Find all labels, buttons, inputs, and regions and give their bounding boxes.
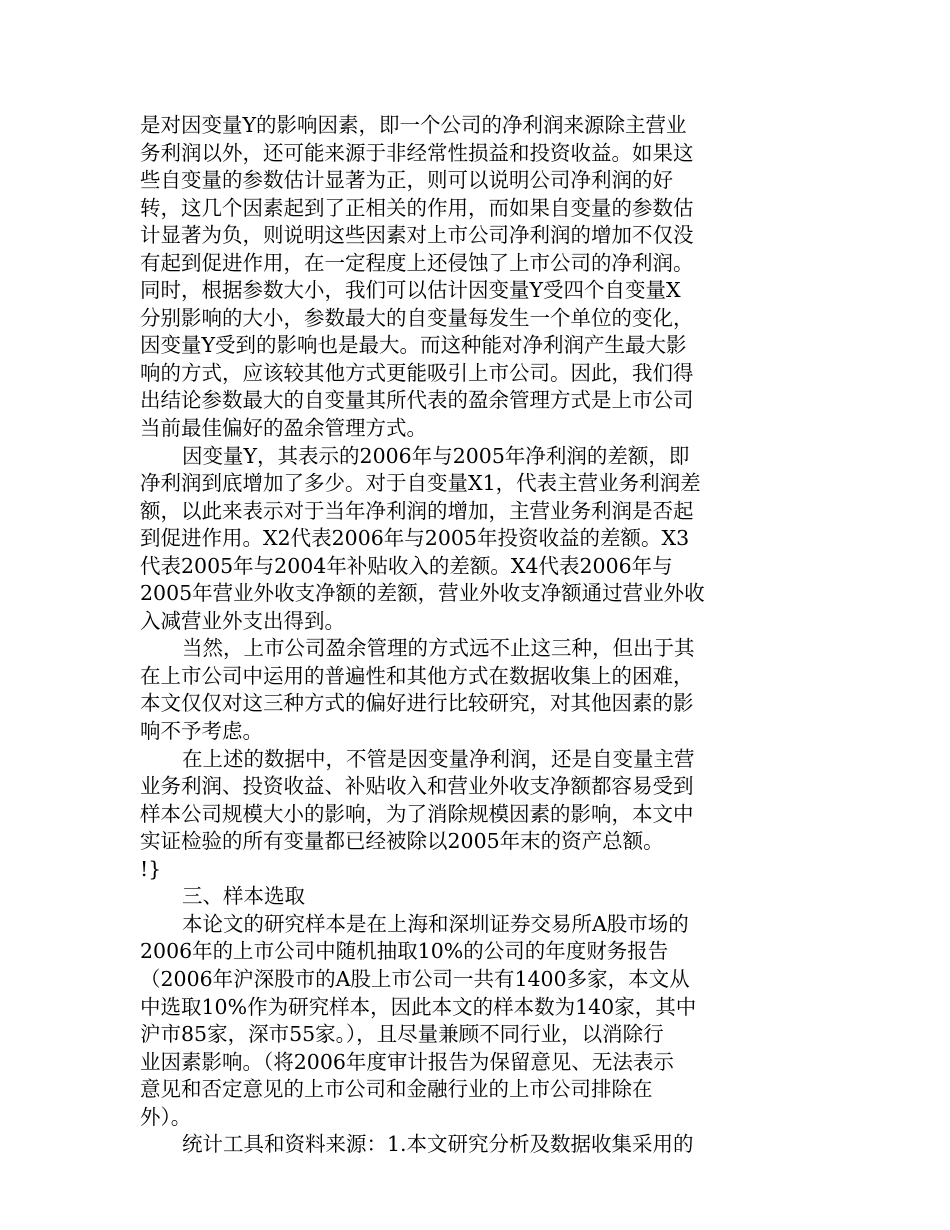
text-line: 外）。 <box>140 1104 192 1129</box>
text-line: 当然，上市公司盈余管理的方式远不止这三种，但出于其 <box>182 636 695 661</box>
text-line: 在上述的数据中，不管是因变量净利润，还是自变量主营 <box>182 746 695 771</box>
text-line: 2005年营业外收支净额的差额，营业外收支净额通过营业外收 <box>140 581 705 606</box>
text-line: 意见和否定意见的上市公司和金融行业的上市公司排除在 <box>140 1077 653 1102</box>
text-line: 入减营业外支出得到。 <box>140 608 345 633</box>
text-line: 是对因变量Y的影响因素，即一个公司的净利润来源除主营业 <box>140 113 687 137</box>
text-line: 有起到促进作用，在一定程度上还侵蚀了上市公司的净利润。 <box>140 250 694 275</box>
document-page <box>140 112 740 1159</box>
text-line: !} <box>140 856 162 881</box>
text-line: 中选取10%作为研究样本，因此本文的样本数为140家，其中 <box>140 994 697 1019</box>
text-line: 本论文的研究样本是在上海和深圳证券交易所A股市场的 <box>182 911 689 936</box>
text-line: 在上市公司中运用的普遍性和其他方式在数据收集上的困难， <box>140 663 694 688</box>
text-line: 沪市85家，深市55家。），且尽量兼顾不同行业，以消除行 <box>140 1022 664 1047</box>
text-line: 到促进作用。X2代表2006年与2005年投资收益的差额。X3 <box>140 526 690 551</box>
text-line: 2006年的上市公司中随机抽取10%的公司的年度财务报告 <box>140 939 669 964</box>
text-line: 统计工具和资料来源：1.本文研究分析及数据收集采用的 <box>182 1132 694 1157</box>
text-line: （2006年沪深股市的A股上市公司一共有1400多家，本文从 <box>140 966 690 991</box>
text-line: 净利润到底增加了多少。对于自变量X1，代表主营业务利润差 <box>140 471 701 496</box>
text-line: 因变量Y，其表示的2006年与2005年净利润的差额，即 <box>182 443 690 468</box>
text-line: 因变量Y受到的影响也是最大。而这种能对净利润产生最大影 <box>140 333 687 358</box>
text-line: 计显著为负，则说明这些因素对上市公司净利润的增加不仅没 <box>140 223 694 248</box>
text-line: 当前最佳偏好的盈余管理方式。 <box>140 416 427 441</box>
text-line: 本文仅仅对这三种方式的偏好进行比较研究，对其他因素的影 <box>140 691 694 716</box>
text-line: 务利润以外，还可能来源于非经常性损益和投资收益。如果这 <box>140 140 694 165</box>
text-line: 分别影响的大小，参数最大的自变量每发生一个单位的变化， <box>140 305 694 330</box>
text-line: 额，以此来表示对于当年净利润的增加，主营业务利润是否起 <box>140 498 694 523</box>
text-line: 响不予考虑。 <box>140 719 263 744</box>
text-line: 转，这几个因素起到了正相关的作用，而如果自变量的参数估 <box>140 195 694 220</box>
text-line: 响的方式，应该较其他方式更能吸引上市公司。因此，我们得 <box>140 360 694 385</box>
text-line: 些自变量的参数估计显著为正，则可以说明公司净利润的好 <box>140 168 673 193</box>
text-line: 实证检验的所有变量都已经被除以2005年末的资产总额。 <box>140 829 664 854</box>
text-line: 出结论参数最大的自变量其所代表的盈余管理方式是上市公司 <box>140 388 694 413</box>
text-line: 同时，根据参数大小，我们可以估计因变量Y受四个自变量X <box>140 278 681 303</box>
text-line: 样本公司规模大小的影响，为了消除规模因素的影响，本文中 <box>140 801 694 826</box>
text-line: 业务利润、投资收益、补贴收入和营业外收支净额都容易受到 <box>140 774 694 799</box>
text-line: 代表2005年与2004年补贴收入的差额。X4代表2006年与 <box>140 553 673 578</box>
text-line: 业因素影响。（将2006年度审计报告为保留意见、无法表示 <box>140 1049 674 1074</box>
text-line: 三、样本选取 <box>182 884 305 909</box>
